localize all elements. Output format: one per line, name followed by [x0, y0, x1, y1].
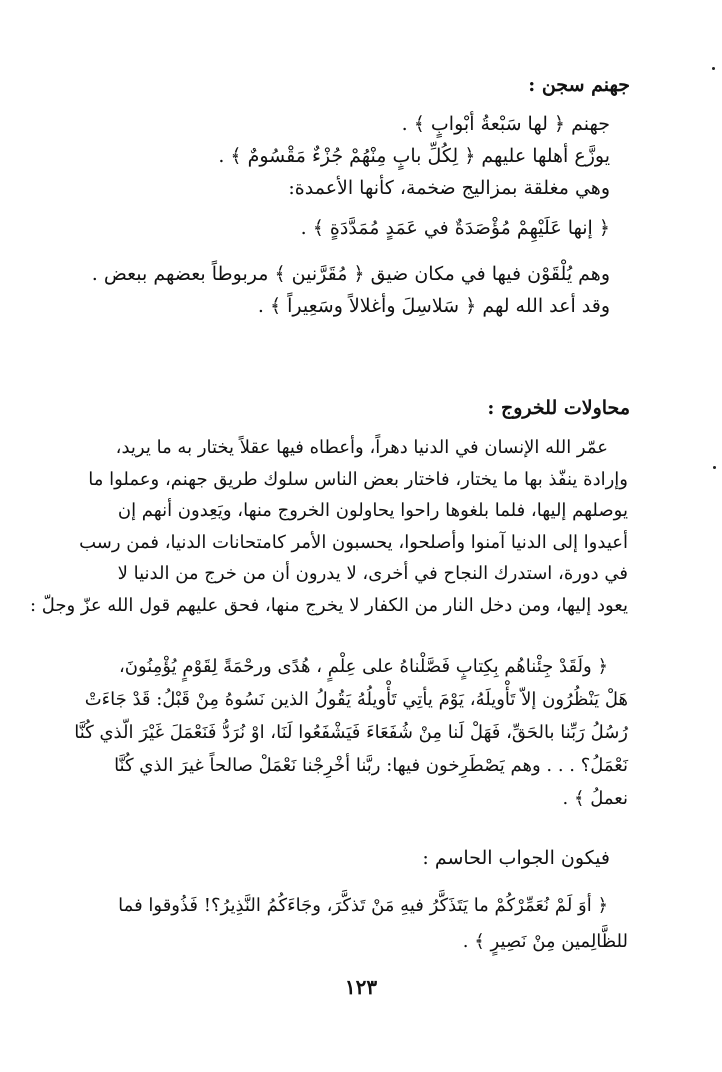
intro-line: فيكون الجواب الحاسم : — [422, 847, 610, 869]
section-title-escape: محاولات للخروج : — [487, 397, 630, 419]
scan-speck — [713, 466, 716, 469]
verse-line: ﴿ أوَ لَمْ نُعَمِّرْكُمْ ما يَتَذَكَّرُ فيهِ مَنْ تَذكَّرَ، وجَاءَكُمُ النَّذِيرُ؟! فَذُوقوا فما — [118, 895, 608, 916]
answer-intro — [90, 843, 630, 873]
paragraph-line: يوصلهم إليها، فلما بلغوها راحوا يحاولون الخروج منها، ويَعِدون أنهم إن — [117, 500, 628, 521]
verse-line: ﴿ ولَقَدْ جِئْناهُم بِكِتابٍ فَصَّلْناهُ على عِلْمٍ ، هُدًى ورحْمَةً لِقَوْمٍ يُؤْمِنُونَ، — [118, 656, 608, 677]
text-line: وهي مغلقة بمزاليج ضخمة، كأنها الأعمدة: — [288, 177, 610, 199]
verse-line: هَلْ يَنْظُرُون إلاّ تَأْويلَهُ، يَوْمَ يأتِي تَأْويلُهُ يَقُولُ الذين نَسُوهُ مِنْ قَبْلُ: قَدْ جَاءَتْ — [84, 689, 628, 710]
paragraph-line: وإرادة ينفّذ بها ما يختار، فاختار بعض الناس سلوك طريق جهنم، وعملوا ما — [88, 468, 628, 490]
section-escape — [90, 393, 630, 423]
paragraph-line: في دورة، استدرك النجاح في أخرى، لا يدرون أن من خرج من الدنيا لا — [117, 563, 628, 584]
text-line: وهم يُلْقَوْن فيها في مكان ضيق ﴿ مُقَرَّنين ﴾ مربوطاً بعضهم ببعض . — [91, 263, 610, 285]
quran-quote-1 — [34, 650, 628, 815]
verse-line: وقد أعد الله لهم ﴿ سَلاسِلَ وأغلالاً وسَعِيراً ﴾ . — [257, 295, 610, 317]
verse-line: نعملُ ﴾ . — [562, 788, 628, 809]
page-number: ١٢٣ — [344, 975, 378, 999]
escape-paragraph-1 — [29, 432, 628, 621]
section-prison — [90, 70, 630, 322]
paragraph-line: أعيدوا إلى الدنيا آمنوا وأصلحوا، يحسبون الأمر كامتحانات الدنيا، فمن رسب — [79, 531, 628, 553]
paragraph-line: يعود إليها، ومن دخل النار من الكفار لا يخرج منها، فحق عليهم قول الله عزّ وجلّ : — [29, 594, 628, 616]
scan-speck — [712, 67, 715, 70]
verse-line: للظَّالِمين مِنْ نَصِيرٍ ﴾ . — [462, 931, 628, 952]
section-title-prison: جهنم سجن : — [528, 74, 630, 96]
verse-line: يوزَّع أهلها عليهم ﴿ لِكُلِّ بابٍ مِنْهُمْ جُزْءٌ مَقْسُومٌ ﴾ . — [218, 145, 610, 167]
paragraph-line: عمّر الله الإنسان في الدنيا دهراً، وأعطاه فيها عقلاً يختار به ما يريد، — [115, 437, 608, 458]
verse-line: رُسُلُ رَبِّنا بالحَقِّ، فَهَلْ لَنا مِنْ شُفَعَاءَ فَيَشْفَعُوا لَنَا، اوْ نُرَدُّ فَنَعْمَلَ غَيْرَ الّذي كُنَّا — [74, 722, 628, 743]
verse-line: جهنم ﴿ لها سَبْعةُ أبْوابٍ ﴾ . — [401, 113, 610, 135]
quran-quote-2 — [34, 888, 628, 960]
verse-line: ﴿ إنها عَلَيْهِمْ مُؤْصَدَةٌ في عَمَدٍ مُمَدَّدَةٍ ﴾ . — [300, 217, 610, 239]
verse-line: نَعْمَلُ؟ . . . وهم يَصْطَرِخون فيها: ربَّنا أخْرِجْنا نَعْمَلْ صالحاً غيرَ الذي كُنَّا — [114, 755, 628, 776]
